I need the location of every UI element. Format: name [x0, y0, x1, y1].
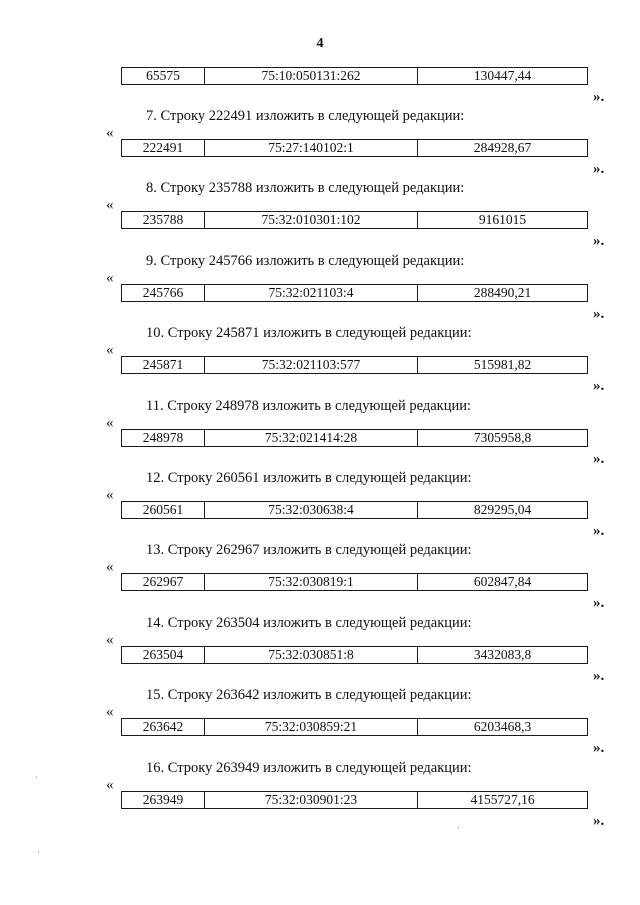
table-cell-value: 4155727,16	[470, 791, 535, 807]
table-row	[121, 284, 588, 302]
table-cell-value: 602847,84	[473, 574, 532, 590]
table-cell-value: 515981,82	[473, 357, 532, 373]
close-quote: ».	[593, 450, 605, 467]
amendment-instruction: 13. Строку 262967 изложить в следующей редакции:	[146, 542, 472, 559]
scan-speck	[38, 851, 39, 852]
open-quote: «	[106, 342, 114, 359]
table-cell-number: 248978	[122, 430, 205, 446]
table-cell-number: 263642	[122, 719, 205, 735]
close-quote: ».	[593, 740, 605, 757]
table-cell-cadastral: 75:32:010301:102	[205, 212, 418, 228]
amendment-instruction: 11. Строку 248978 изложить в следующей редакции:	[146, 397, 472, 414]
table-row	[121, 501, 588, 519]
amendment-instruction: 16. Строку 263949 изложить в следующей редакции:	[146, 759, 472, 776]
amendment-instruction: 14. Строку 263504 изложить в следующей редакции:	[146, 614, 472, 631]
table-cell-cadastral: 75:32:030901:23	[205, 792, 418, 808]
open-quote: «	[106, 125, 114, 141]
table-cell-number: 222491	[122, 140, 205, 156]
amendment-instruction: 8. Строку 235788 изложить в следующей редакции:	[146, 180, 465, 197]
table-cell-number: 235788	[122, 212, 205, 228]
table-cell-value: 829295,04	[473, 502, 532, 517]
table-row	[121, 573, 588, 591]
table-cell-value: 288490,21	[473, 284, 532, 300]
open-quote: «	[106, 487, 114, 503]
close-quote: ».	[593, 305, 605, 322]
open-quote: «	[106, 197, 114, 214]
table-cell-cadastral: 75:32:030819:1	[205, 574, 418, 590]
table-cell-number: 65575	[122, 68, 205, 84]
open-quote: «	[106, 414, 114, 431]
table-cell-number: 262967	[122, 574, 205, 590]
close-quote: ».	[593, 233, 605, 250]
table-cell-cadastral: 75:32:021103:4	[205, 285, 418, 301]
amendment-instruction: 7. Строку 222491 изложить в следующей редакции:	[146, 108, 465, 124]
close-quote: ».	[593, 89, 605, 105]
table-cell-number: 263949	[122, 792, 205, 808]
amendment-instruction: 12. Строку 260561 изложить в следующей редакции:	[146, 470, 472, 486]
close-quote: ».	[593, 161, 605, 177]
table-cell-number: 260561	[122, 502, 205, 518]
table-cell-cadastral: 75:32:030851:8	[205, 647, 418, 663]
table-cell-cadastral: 75:32:030859:21	[205, 719, 418, 735]
open-quote: «	[106, 631, 114, 648]
table-row	[121, 211, 588, 229]
table-cell-number: 263504	[122, 647, 205, 663]
table-row	[121, 791, 588, 809]
table-row	[121, 429, 588, 447]
table-row	[121, 139, 588, 157]
table-cell-number: 245766	[122, 285, 205, 301]
table-cell-cadastral: 75:27:140102:1	[205, 140, 418, 156]
table-cell-cadastral: 75:10:050131:262	[205, 68, 418, 84]
table-cell-value: 284928,67	[473, 140, 532, 155]
first-row-table	[121, 67, 588, 85]
close-quote: ».	[593, 378, 605, 395]
table-cell-value: 130447,44	[473, 68, 532, 83]
open-quote: «	[106, 704, 114, 721]
table-cell-value: 7305958,8	[473, 429, 532, 445]
close-quote: ».	[593, 523, 605, 539]
table-row	[121, 356, 588, 374]
close-quote: ».	[593, 667, 605, 684]
page-number: 4	[316, 36, 324, 51]
table-row	[121, 646, 588, 664]
open-quote: «	[106, 269, 114, 286]
table-cell-number: 245871	[122, 357, 205, 373]
scan-speck	[458, 827, 459, 828]
close-quote: ».	[593, 595, 605, 612]
open-quote: «	[106, 776, 114, 793]
amendment-instruction: 10. Строку 245871 изложить в следующей редакции:	[146, 325, 472, 342]
table-cell-cadastral: 75:32:021414:28	[205, 430, 418, 446]
table-cell-value: 3432083,8	[473, 646, 532, 662]
table-cell-cadastral: 75:32:021103:577	[205, 357, 418, 373]
table-row	[121, 718, 588, 736]
open-quote: «	[106, 559, 114, 576]
table-cell-cadastral: 75:32:030638:4	[205, 502, 418, 518]
amendment-instruction: 9. Строку 245766 изложить в следующей редакции:	[146, 252, 465, 269]
table-cell-value: 9161015	[478, 212, 527, 228]
table-cell-value: 6203468,3	[473, 719, 532, 735]
amendment-instruction: 15. Строку 263642 изложить в следующей редакции:	[146, 687, 472, 704]
scan-speck	[36, 777, 37, 778]
close-quote: ».	[593, 812, 605, 829]
